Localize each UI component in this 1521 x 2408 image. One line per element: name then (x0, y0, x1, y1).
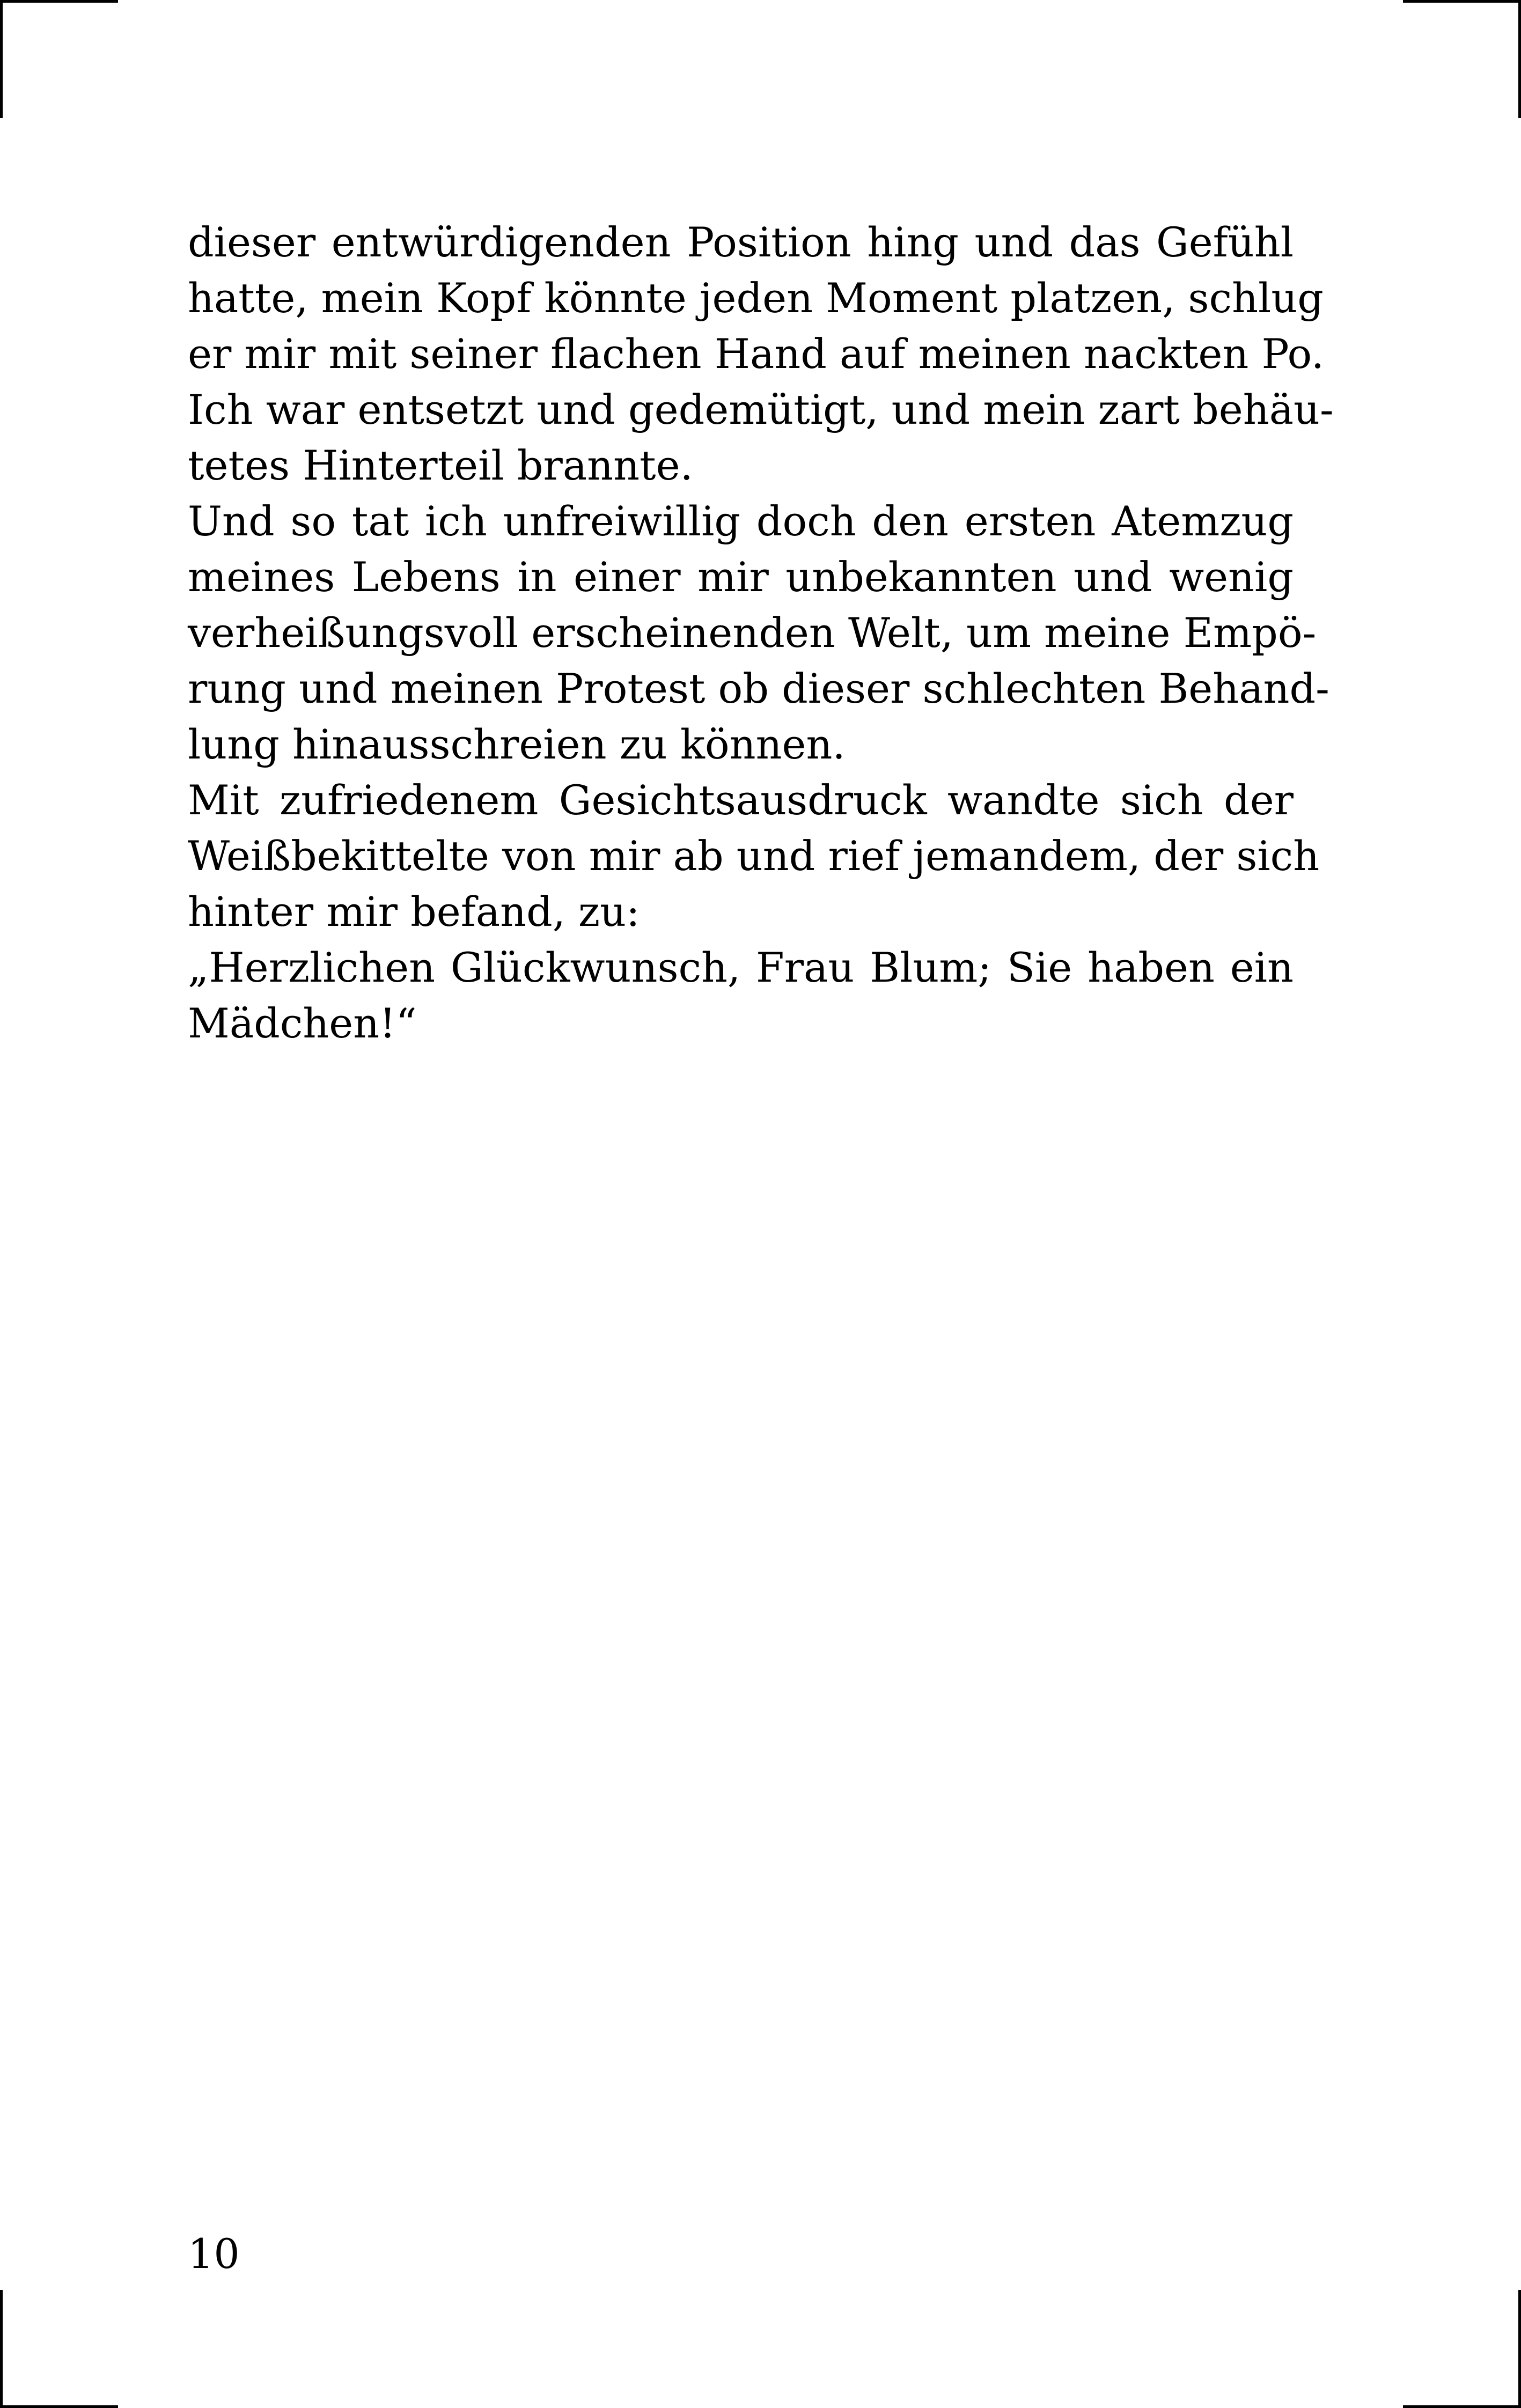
crop-mark-bottom-left-vertical (0, 2290, 3, 2408)
text-line: „Herzlichen Glückwunsch, Frau Blum; Sie haben ein (188, 944, 1294, 991)
text-line: Mädchen!“ (188, 999, 417, 1047)
text-line: hatte, mein Kopf könnte jeden Moment platzen, schlug (188, 274, 1324, 322)
crop-mark-top-right-vertical (1518, 0, 1521, 118)
crop-mark-bottom-right-horizontal (1403, 2405, 1521, 2408)
text-line: verheißungsvoll erscheinenden Welt, um meine Empö- (188, 609, 1317, 657)
crop-mark-top-right-horizontal (1403, 0, 1521, 3)
text-line: Weißbekittelte von mir ab und rief jemandem, der sich (188, 832, 1320, 880)
crop-mark-top-left-vertical (0, 0, 3, 118)
crop-mark-bottom-right-vertical (1518, 2290, 1521, 2408)
text-line: Und so tat ich unfreiwillig doch den ersten Atemzug (188, 497, 1294, 545)
text-line: Mit zufriedenem Gesichtsausdruck wandte sich der (188, 776, 1294, 824)
text-line: rung und meinen Protest ob dieser schlechten Behand- (188, 665, 1329, 712)
text-line: lung hinausschreien zu können. (188, 720, 846, 768)
text-line: meines Lebens in einer mir unbekannten und wenig (188, 553, 1294, 601)
text-line: dieser entwürdigenden Position hing und das Gefühl (188, 218, 1294, 266)
crop-mark-bottom-left-horizontal (0, 2405, 118, 2408)
text-line: er mir mit seiner flachen Hand auf meinen nackten Po. (188, 330, 1325, 378)
text-line: Ich war entsetzt und gedemütigt, und mein zart behäu- (188, 386, 1334, 433)
page-number: 10 (188, 2230, 240, 2278)
text-line: tetes Hinterteil brannte. (188, 441, 693, 489)
text-line: hinter mir befand, zu: (188, 888, 640, 936)
crop-mark-top-left-horizontal (0, 0, 118, 3)
